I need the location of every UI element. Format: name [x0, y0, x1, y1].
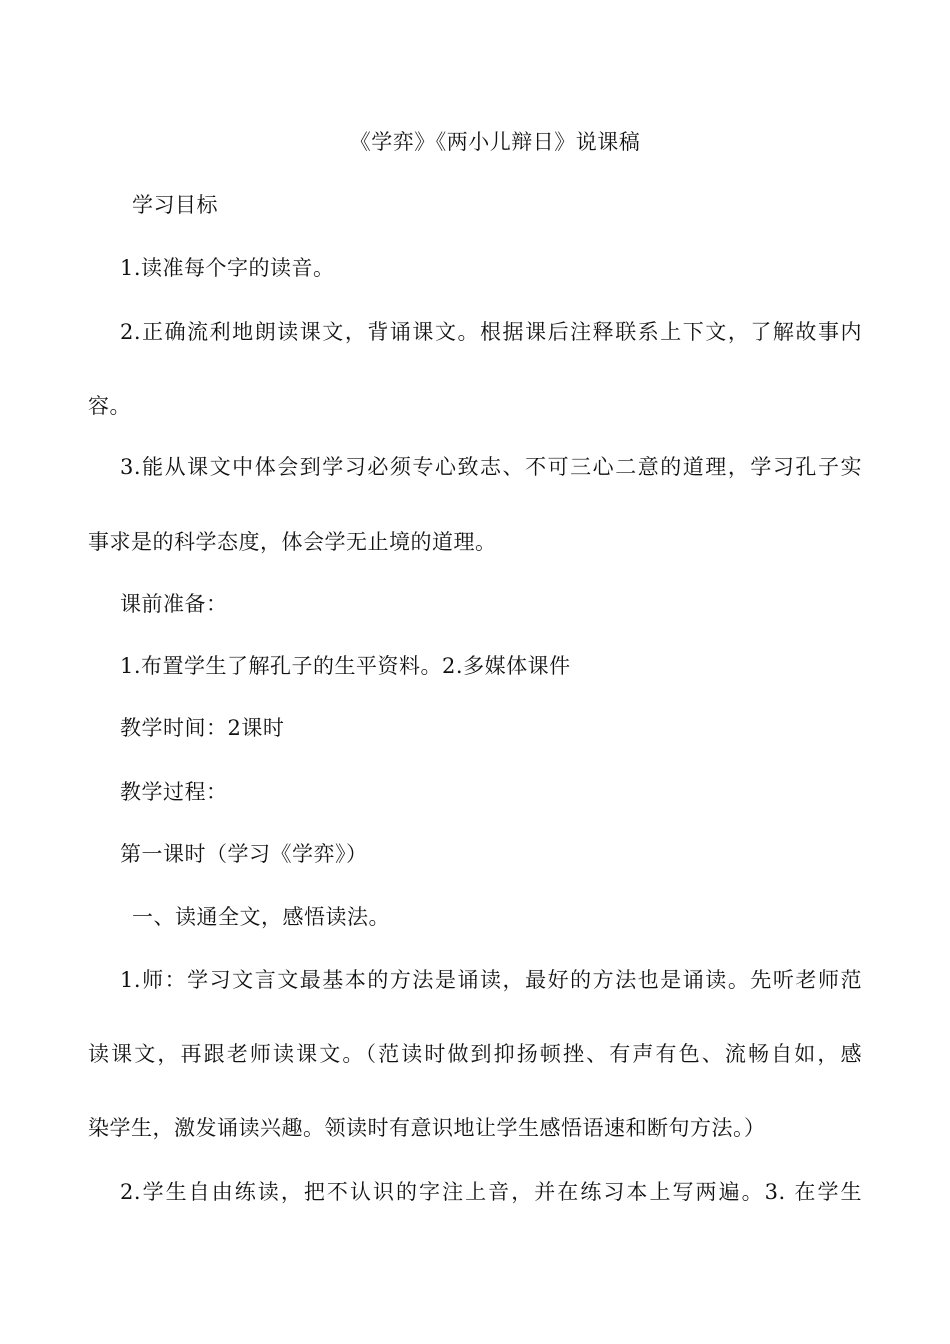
paragraph-line: 1.读准每个字的读音。 [120, 256, 335, 280]
section-heading-preparation: 课前准备： [120, 592, 228, 616]
paragraph-line: 1.师：学习文言文最基本的方法是诵读，最好的方法也是诵读。先听老师范 [120, 968, 862, 992]
paragraph-line: 2.学生自由练读，把不认识的字注上音，并在练习本上写两遍。3. 在学生 [120, 1180, 862, 1204]
section-heading-process: 教学过程： [120, 780, 228, 804]
paragraph-line: 3.能从课文中体会到学习必须专心致志、不可三心二意的道理，学习孔子实 [120, 455, 862, 479]
section-heading-learning-goals: 学习目标 [132, 193, 218, 217]
paragraph-line: 教学时间：2课时 [120, 716, 285, 740]
paragraph-line: 染学生，激发诵读兴趣。领读时有意识地让学生感悟语速和断句方法。） [88, 1116, 766, 1140]
paragraph-line: 2.正确流利地朗读课文，背诵课文。根据课后注释联系上下文，了解故事内 [120, 320, 862, 344]
paragraph-line: 读课文，再跟老师读课文。（范读时做到抑扬顿挫、有声有色、流畅自如，感 [88, 1042, 862, 1066]
section-heading-first-lesson: 第一课时（学习《学弈》） [120, 842, 368, 866]
paragraph-line: 1.布置学生了解孔子的生平资料。2.多媒体课件 [120, 654, 571, 678]
document-title: 《学弈》《两小儿辩日》说课稿 [349, 130, 641, 154]
paragraph-line: 容。 [88, 394, 131, 418]
section-heading-step-one: 一、读通全文，感悟读法。 [132, 905, 390, 929]
paragraph-line: 事求是的科学态度，体会学无止境的道理。 [88, 530, 497, 554]
